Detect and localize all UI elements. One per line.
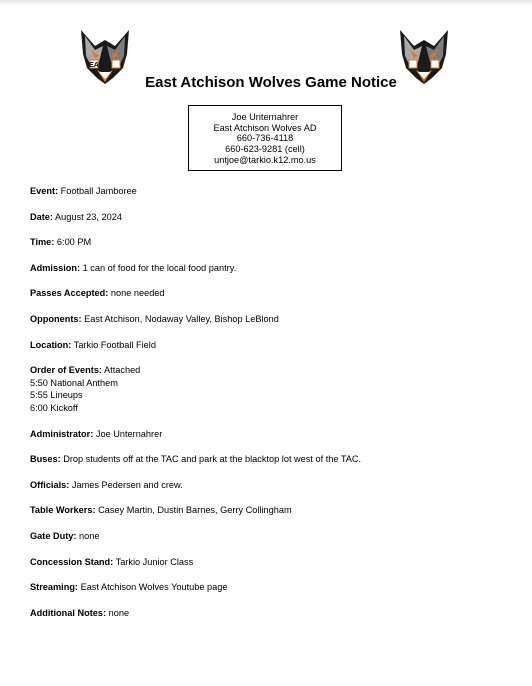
field-opponents: Opponents: East Atchison, Nodaway Valley, Bishop LeBlond xyxy=(30,313,279,324)
svg-text:EA: EA xyxy=(89,62,99,69)
field-buses: Buses: Drop students off at the TAC and park at the blacktop lot west of the TAC. xyxy=(30,454,362,465)
field-gate-duty: Gate Duty: none xyxy=(30,530,100,541)
field-admission: Admission: 1 can of food for the local food pantry. xyxy=(30,262,237,273)
contact-name: Joe Unternahrer xyxy=(231,112,299,122)
field-date: Date: August 23, 2024 xyxy=(30,211,122,222)
schedule-item: 5:50 National Anthem xyxy=(30,377,118,388)
field-officials: Officials: James Pedersen and crew. xyxy=(30,479,183,490)
field-event: Event: Football Jamboree xyxy=(30,186,137,196)
field-administrator: Administrator: Joe Unternahrer xyxy=(30,428,163,439)
field-additional-notes: Additional Notes: none xyxy=(30,607,130,618)
contact-email: untjoe@tarkio.k12.mo.us xyxy=(214,154,316,165)
schedule-item: 5:55 Lineups xyxy=(30,390,83,401)
field-time: Time: 6:00 PM xyxy=(30,237,92,248)
contact-role: East Atchison Wolves AD xyxy=(213,122,317,133)
contact-phone: 660-736-4118 xyxy=(236,133,294,144)
field-concession-stand: Concession Stand: Tarkio Junior Class xyxy=(30,556,194,567)
field-order-of-events: Order of Events: Attached xyxy=(30,365,141,376)
contact-cell: 660-623-9281 (cell) xyxy=(225,144,305,155)
page-top-shadow xyxy=(0,0,532,6)
field-passes: Passes Accepted: none needed xyxy=(30,288,165,299)
field-streaming: Streaming: East Atchison Wolves Youtube page xyxy=(30,582,228,593)
schedule-item: 6:00 Kickoff xyxy=(30,402,78,413)
notice-fields xyxy=(30,185,510,619)
contact-box xyxy=(188,105,342,171)
field-table-workers: Table Workers: Casey Martin, Dustin Barnes, Gerry Collingham xyxy=(30,505,292,516)
field-location: Location: Tarkio Football Field xyxy=(30,339,156,350)
document-title: East Atchison Wolves Game Notice xyxy=(145,74,397,91)
